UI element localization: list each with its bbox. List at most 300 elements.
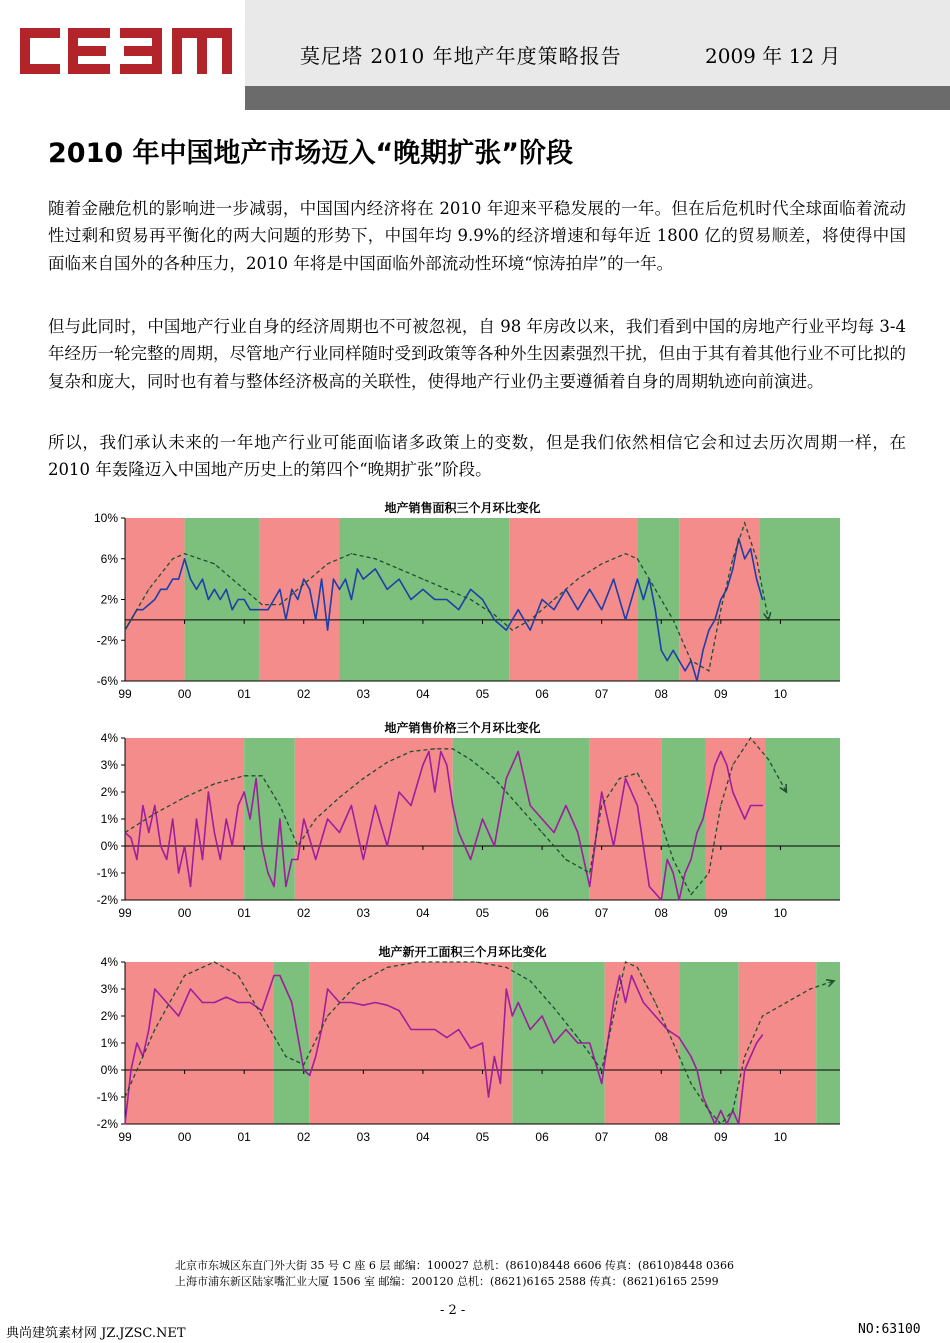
chart-title: 地产新开工面积三个月环比变化 (378, 945, 547, 959)
trend-point (530, 619, 531, 620)
series-point (226, 818, 227, 819)
x-tick-label: 99 (118, 906, 132, 920)
series-point (333, 579, 334, 580)
series-point (714, 764, 715, 765)
series-point (244, 599, 245, 600)
series-point (673, 872, 674, 873)
trend-point (690, 660, 691, 661)
series-point (446, 764, 447, 765)
series-point (613, 579, 614, 580)
series-point (637, 579, 638, 580)
series-point (208, 791, 209, 792)
series-point (291, 1002, 292, 1003)
x-tick-label: 09 (714, 1130, 728, 1144)
trend-point (577, 1037, 578, 1038)
series-point (494, 619, 495, 620)
series-point (172, 579, 173, 580)
series-point (291, 589, 292, 590)
trend-point (387, 762, 388, 763)
chart-sales-price (80, 716, 860, 935)
series-point (470, 589, 471, 590)
series-point (512, 1015, 513, 1016)
series-point (530, 629, 531, 630)
trend-point (625, 553, 626, 554)
series-point (387, 845, 388, 846)
x-tick-label: 01 (237, 906, 251, 920)
series-point (190, 579, 191, 580)
trend-point (184, 797, 185, 798)
series-point (744, 1069, 745, 1070)
series-point (327, 629, 328, 630)
series-point (387, 589, 388, 590)
series-point (321, 1029, 322, 1030)
trend-point (494, 614, 495, 615)
series-point (696, 1069, 697, 1070)
series-point (690, 1056, 691, 1057)
trend-point (434, 748, 435, 749)
series-point (601, 791, 602, 792)
x-tick-label: 08 (654, 1130, 668, 1144)
trend-point (446, 589, 447, 590)
series-point (345, 579, 346, 580)
trend-point (512, 629, 513, 630)
series-point (172, 818, 173, 819)
series-point (667, 660, 668, 661)
series-point (273, 975, 274, 976)
series-point (238, 1002, 239, 1003)
series-point (309, 1075, 310, 1076)
series-point (154, 599, 155, 600)
y-tick-label: -1% (96, 866, 118, 880)
series-point (750, 805, 751, 806)
x-tick-label: 05 (475, 1130, 490, 1144)
x-tick-label: 08 (654, 687, 668, 701)
phase-band-red (509, 518, 637, 681)
chart-sales-area-svg (80, 498, 860, 713)
series-point (226, 589, 227, 590)
x-tick-label: 04 (416, 687, 430, 701)
series-point (142, 805, 143, 806)
series-point (422, 589, 423, 590)
trend-point (303, 1064, 304, 1065)
phase-band-red (259, 518, 339, 681)
series-point (291, 859, 292, 860)
trend-point (297, 845, 298, 846)
series-point (482, 1042, 483, 1043)
trend-point (398, 568, 399, 569)
series-point (541, 1015, 542, 1016)
series-point (601, 1083, 602, 1084)
trend-point (154, 1029, 155, 1030)
series-point (410, 1029, 411, 1030)
series-point (679, 1037, 680, 1038)
series-point (160, 589, 161, 590)
series-point (148, 832, 149, 833)
series-point (261, 1010, 262, 1011)
series-point (506, 988, 507, 989)
series-point (434, 1029, 435, 1030)
trend-point (494, 778, 495, 779)
trend-point (506, 967, 507, 968)
series-point (250, 609, 251, 610)
series-point (279, 818, 280, 819)
phase-band-red (605, 962, 679, 1124)
series-point (178, 1015, 179, 1016)
paragraph-1: 随着金融危机的影响进一步减弱，中国国内经济将在 2010 年迎来平稳发展的一年。但在后危机时代全球面临着流动性过剩和贸易再平衡化的两大问题的形势下，中国年均 9.9%的经济增速和每年近 1800 亿的贸易顺差，将使得中国面临来自国外的各种压力，2010 年将是中国面临外部流动性环境“惊涛拍岸”的一年。 (48, 199, 906, 273)
trend-point (655, 589, 656, 590)
phase-band-red (590, 738, 662, 900)
series-point (589, 886, 590, 887)
series-point (363, 1005, 364, 1006)
series-point (482, 818, 483, 819)
trend-point (655, 805, 656, 806)
trend-point (541, 832, 542, 833)
series-point (398, 579, 399, 580)
series-point (220, 859, 221, 860)
series-point (279, 589, 280, 590)
trend-point (303, 584, 304, 585)
trend-point (261, 775, 262, 776)
trend-point (577, 579, 578, 580)
trend-point (154, 813, 155, 814)
x-tick-label: 03 (356, 687, 371, 701)
series-point (577, 832, 578, 833)
series-point (202, 579, 203, 580)
series-point (744, 818, 745, 819)
series-point (375, 1002, 376, 1003)
trend-point (732, 558, 733, 559)
series-point (387, 1005, 388, 1006)
series-point (255, 778, 256, 779)
trend-point (673, 1042, 674, 1043)
series-point (577, 609, 578, 610)
series-point (297, 599, 298, 600)
trend-point (744, 1056, 745, 1057)
series-point (655, 609, 656, 610)
header-bar (245, 86, 950, 110)
page-title: 2010 年中国地产市场迈入“晚期扩张”阶段 (48, 138, 574, 169)
trend-point (452, 748, 453, 749)
series-point (434, 791, 435, 792)
trend-point (720, 609, 721, 610)
phase-band-red (706, 738, 766, 900)
trend-point (184, 975, 185, 976)
series-point (553, 609, 554, 610)
footer-address-shanghai: 上海市浦东新区陆家嘴汇业大厦 1506 室 邮编：200120 总机：(8621)6165 2588 传真：(8621)6165 2599 (175, 1275, 719, 1288)
phase-band-green (816, 962, 840, 1124)
series-point (625, 619, 626, 620)
series-point (261, 845, 262, 846)
trend-point (339, 797, 340, 798)
trend-point (184, 553, 185, 554)
x-tick-label: 04 (416, 906, 430, 920)
series-point (238, 805, 239, 806)
series-point (303, 818, 304, 819)
x-tick-label: 10 (773, 906, 788, 920)
phase-band-green (274, 962, 310, 1124)
series-point (470, 1048, 471, 1049)
series-point (363, 859, 364, 860)
series-point (297, 859, 298, 860)
series-point (744, 558, 745, 559)
series-point (702, 1096, 703, 1097)
x-tick-label: 99 (118, 1130, 132, 1144)
trend-point (518, 805, 519, 806)
series-point (166, 589, 167, 590)
series-point (214, 589, 215, 590)
series-point (452, 805, 453, 806)
trend-point (261, 1015, 262, 1016)
report-title: 莫尼塔 2010 年地产年度策略报告 (300, 44, 622, 68)
series-point (726, 1123, 727, 1124)
x-tick-label: 09 (714, 687, 728, 701)
x-tick-label: 06 (535, 687, 549, 701)
trend-point (708, 1110, 709, 1111)
series-point (178, 872, 179, 873)
trend-point (375, 558, 376, 559)
trend-point (214, 961, 215, 962)
trend-point (363, 778, 364, 779)
series-point (577, 1042, 578, 1043)
series-point (190, 886, 191, 887)
x-tick-label: 10 (773, 1130, 788, 1144)
phase-band-red (679, 518, 759, 681)
series-point (327, 818, 328, 819)
series-point (762, 1034, 763, 1035)
series-point (684, 670, 685, 671)
trend-point (708, 872, 709, 873)
x-tick-label: 09 (714, 906, 728, 920)
y-tick-label: 3% (100, 758, 118, 772)
y-tick-label: 1% (100, 1036, 118, 1050)
trend-point (637, 773, 638, 774)
series-point (530, 1029, 531, 1030)
trend-point (637, 967, 638, 968)
cebm-logo (10, 20, 235, 86)
trend-point (422, 579, 423, 580)
x-tick-label: 03 (356, 1130, 371, 1144)
series-point (696, 680, 697, 681)
phase-band-green (679, 962, 739, 1124)
series-point (250, 818, 251, 819)
trend-point (762, 1015, 763, 1016)
series-point (166, 1002, 167, 1003)
series-point (410, 599, 411, 600)
series-point (285, 886, 286, 887)
chart-sales-price-svg (80, 716, 860, 931)
paragraph-3: 所以，我们承认未来的一年地产行业可能面临诸多政策上的变数，但是我们依然相信它会和过去历次周期一样，在 2010 年轰隆迈入中国地产历史上的第四个“晚期扩张”阶段。 (48, 433, 906, 480)
chart-title: 地产销售价格三个月环比变化 (384, 721, 541, 735)
trend-point (357, 983, 358, 984)
series-point (732, 568, 733, 569)
series-point (238, 599, 239, 600)
phase-band-red (295, 738, 453, 900)
series-point (315, 1056, 316, 1057)
trend-point (601, 563, 602, 564)
series-point (643, 1002, 644, 1003)
trend-point (530, 980, 531, 981)
trend-point (786, 1002, 787, 1003)
trend-point (625, 961, 626, 962)
series-point (631, 975, 632, 976)
series-point (410, 805, 411, 806)
trend-point (124, 1096, 125, 1097)
series-point (488, 1096, 489, 1097)
x-tick-label: 03 (356, 906, 371, 920)
series-point (518, 609, 519, 610)
series-point (398, 791, 399, 792)
series-point (273, 599, 274, 600)
trend-point (124, 832, 125, 833)
series-point (434, 599, 435, 600)
series-point (613, 1002, 614, 1003)
trend-point (708, 670, 709, 671)
series-point (178, 579, 179, 580)
series-point (684, 872, 685, 873)
x-tick-label: 07 (594, 906, 609, 920)
series-point (518, 751, 519, 752)
trend-point (690, 1083, 691, 1084)
phase-band-green (185, 518, 259, 681)
series-point (148, 604, 149, 605)
series-point (261, 609, 262, 610)
series-point (232, 845, 233, 846)
x-tick-label: 05 (475, 906, 490, 920)
trend-point (124, 629, 125, 630)
x-tick-label: 02 (297, 906, 311, 920)
trend-point (601, 1069, 602, 1070)
trend-point (351, 553, 352, 554)
trend-point (756, 558, 757, 559)
series-point (428, 751, 429, 752)
series-point (553, 832, 554, 833)
series-point (619, 975, 620, 976)
trend-point (285, 1056, 286, 1057)
chart-title: 地产销售面积三个月环比变化 (384, 501, 541, 515)
series-point (702, 818, 703, 819)
series-point (375, 805, 376, 806)
x-tick-label: 00 (177, 1130, 192, 1144)
series-point (130, 837, 131, 838)
series-point (565, 805, 566, 806)
series-point (565, 1029, 566, 1030)
series-point (589, 1042, 590, 1043)
trend-point (416, 961, 417, 962)
series-point (625, 1002, 626, 1003)
series-point (309, 589, 310, 590)
series-point (720, 751, 721, 752)
trend-point (768, 759, 769, 760)
x-tick-label: 07 (594, 687, 609, 701)
series-point (267, 609, 268, 610)
y-tick-label: -2% (96, 1117, 118, 1131)
trend-point (148, 589, 149, 590)
trend-point (613, 1015, 614, 1016)
trend-point (637, 558, 638, 559)
series-point (601, 609, 602, 610)
series-point (756, 579, 757, 580)
series-point (303, 579, 304, 580)
trend-point (553, 599, 554, 600)
trend-point (601, 805, 602, 806)
series-point (702, 650, 703, 651)
series-point (339, 832, 340, 833)
series-point (375, 568, 376, 569)
y-tick-label: -6% (96, 674, 118, 688)
series-point (553, 1042, 554, 1043)
y-tick-label: 6% (100, 551, 118, 566)
series-point (440, 751, 441, 752)
y-tick-label: 0% (100, 1063, 118, 1077)
series-point (530, 805, 531, 806)
series-point (351, 599, 352, 600)
series-point (202, 859, 203, 860)
phase-band-green (766, 738, 840, 900)
trend-point (279, 805, 280, 806)
series-point (327, 988, 328, 989)
series-point (184, 558, 185, 559)
series-point (720, 599, 721, 600)
series-point (190, 988, 191, 989)
series-point (214, 832, 215, 833)
trend-point (387, 967, 388, 968)
series-point (738, 538, 739, 539)
series-point (214, 1002, 215, 1003)
x-tick-label: 00 (177, 906, 192, 920)
trend-point (655, 1002, 656, 1003)
trend-point (446, 961, 447, 962)
x-tick-label: 01 (237, 687, 251, 701)
series-point (726, 764, 727, 765)
series-point (750, 1056, 751, 1057)
series-point (673, 650, 674, 651)
series-point (244, 791, 245, 792)
series-point (679, 660, 680, 661)
series-point (494, 1056, 495, 1057)
series-point (273, 886, 274, 887)
series-point (154, 805, 155, 806)
series-point (661, 899, 662, 900)
chart-new-construction-svg (80, 938, 860, 1158)
series-point (613, 845, 614, 846)
series-point (136, 1042, 137, 1043)
series-point (690, 859, 691, 860)
series-point (470, 859, 471, 860)
series-point (506, 778, 507, 779)
series-point (714, 1123, 715, 1124)
trend-point (589, 872, 590, 873)
series-point (762, 599, 763, 600)
series-point (285, 619, 286, 620)
series-point (720, 1110, 721, 1111)
page-number: - 2 - (440, 1303, 466, 1318)
phase-band-red (125, 962, 274, 1124)
x-tick-label: 00 (177, 687, 192, 701)
series-point (589, 589, 590, 590)
trend-point (470, 759, 471, 760)
y-tick-label: 0% (100, 839, 118, 853)
trend-point (720, 1123, 721, 1124)
series-point (732, 791, 733, 792)
series-point (738, 805, 739, 806)
x-tick-label: 02 (297, 1130, 311, 1144)
y-tick-label: 4% (100, 955, 118, 969)
series-point (142, 609, 143, 610)
series-point (708, 791, 709, 792)
series-point (541, 599, 542, 600)
trend-point (327, 1015, 328, 1016)
series-point (458, 1029, 459, 1030)
